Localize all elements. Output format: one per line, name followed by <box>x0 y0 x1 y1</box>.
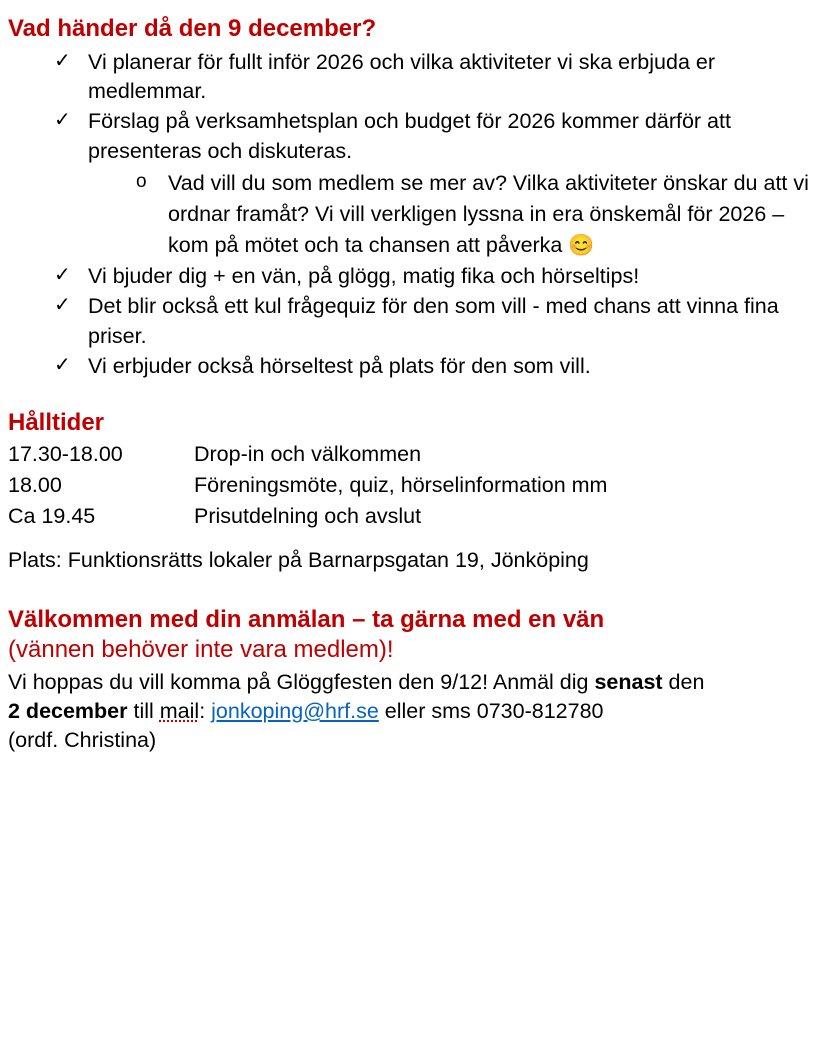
list-item <box>8 352 816 381</box>
checkmark-icon: ✓ <box>54 109 71 132</box>
signup-text-part2: den <box>662 669 705 694</box>
email-link[interactable]: jonkoping@hrf.se <box>211 698 379 723</box>
contact-text-colon: : <box>199 698 212 723</box>
welcome-heading: Välkommen med din anmälan – ta gärna med en vän <box>8 606 605 634</box>
deadline-date: 2 december <box>8 698 128 723</box>
checkmark-icon: ✓ <box>54 264 71 287</box>
sublist-item-text: Vad vill du som medlem se mer av? Vilka aktiviteter önskar du att vi ordnar framåt? Vi vill verkligen lyssna in era önskemål för 2026 – kom på mötet och ta chansen att påverka <box>168 170 809 257</box>
checkmark-icon: ✓ <box>54 50 71 72</box>
spacer <box>8 532 816 546</box>
list-item-text: Vi bjuder dig + en vän, på glögg, matig fika och hörseltips! <box>88 264 640 289</box>
table-row <box>8 502 607 533</box>
schedule-table <box>8 440 607 532</box>
spacer <box>8 575 816 605</box>
list-item <box>8 262 816 291</box>
signup-deadline-label: senast <box>594 669 663 694</box>
list-item <box>8 48 816 106</box>
list-item-text: Vi erbjuder också hörseltest på plats för den som vill. <box>88 353 591 378</box>
schedule-time: Ca 19.45 <box>8 503 96 528</box>
signup-paragraph <box>8 668 816 697</box>
section-heading-halltider: Hålltider <box>8 409 105 437</box>
schedule-time: 18.00 <box>8 472 62 497</box>
schedule-time: 17.30-18.00 <box>8 442 123 467</box>
list-item <box>8 107 816 261</box>
checkmark-icon: ✓ <box>54 294 71 317</box>
location-text: Plats: Funktionsrätts lokaler på Barnarpsgatan 19, Jönköping <box>8 548 589 573</box>
sublist-questions <box>88 168 816 261</box>
list-item <box>8 292 816 350</box>
list-item <box>88 168 816 261</box>
schedule-description: Prisutdelning och avslut <box>194 503 422 528</box>
list-item-text: Vi planerar för fullt inför 2026 och vilka aktiviteter vi ska erbjuda er medlemmar. <box>88 50 715 104</box>
signature-text: (ordf. Christina) <box>8 728 157 753</box>
contact-text-part2: eller sms 0730-812780 <box>378 698 604 723</box>
list-item-text: Det blir också ett kul frågequiz för den som vill - med chans att vinna fina priser. <box>88 294 779 348</box>
spacer <box>8 382 816 408</box>
signup-text-part1: Vi hoppas du vill komma på Glöggfesten den 9/12! Anmäl dig <box>8 669 595 694</box>
checklist-december <box>8 48 816 381</box>
contact-text-part1: till <box>127 698 160 723</box>
list-item-text: Förslag på verksamhetsplan och budget för 2026 kommer därför att presenteras och diskuteras. <box>88 109 731 163</box>
circle-bullet-icon: o <box>136 170 147 192</box>
contact-paragraph <box>8 697 816 726</box>
schedule-description: Drop-in och välkommen <box>194 442 422 467</box>
table-row <box>8 440 607 471</box>
schedule-description: Föreningsmöte, quiz, hörselinformation mm <box>194 472 608 497</box>
smiling-face-emoji-icon: 😊 <box>568 233 595 257</box>
section-heading-december: Vad händer då den 9 december? <box>8 15 377 42</box>
mail-word: mail <box>159 698 200 723</box>
checkmark-icon: ✓ <box>54 353 71 376</box>
welcome-subheading: (vännen behöver inte vara medlem)! <box>8 636 394 664</box>
table-row <box>8 471 607 502</box>
